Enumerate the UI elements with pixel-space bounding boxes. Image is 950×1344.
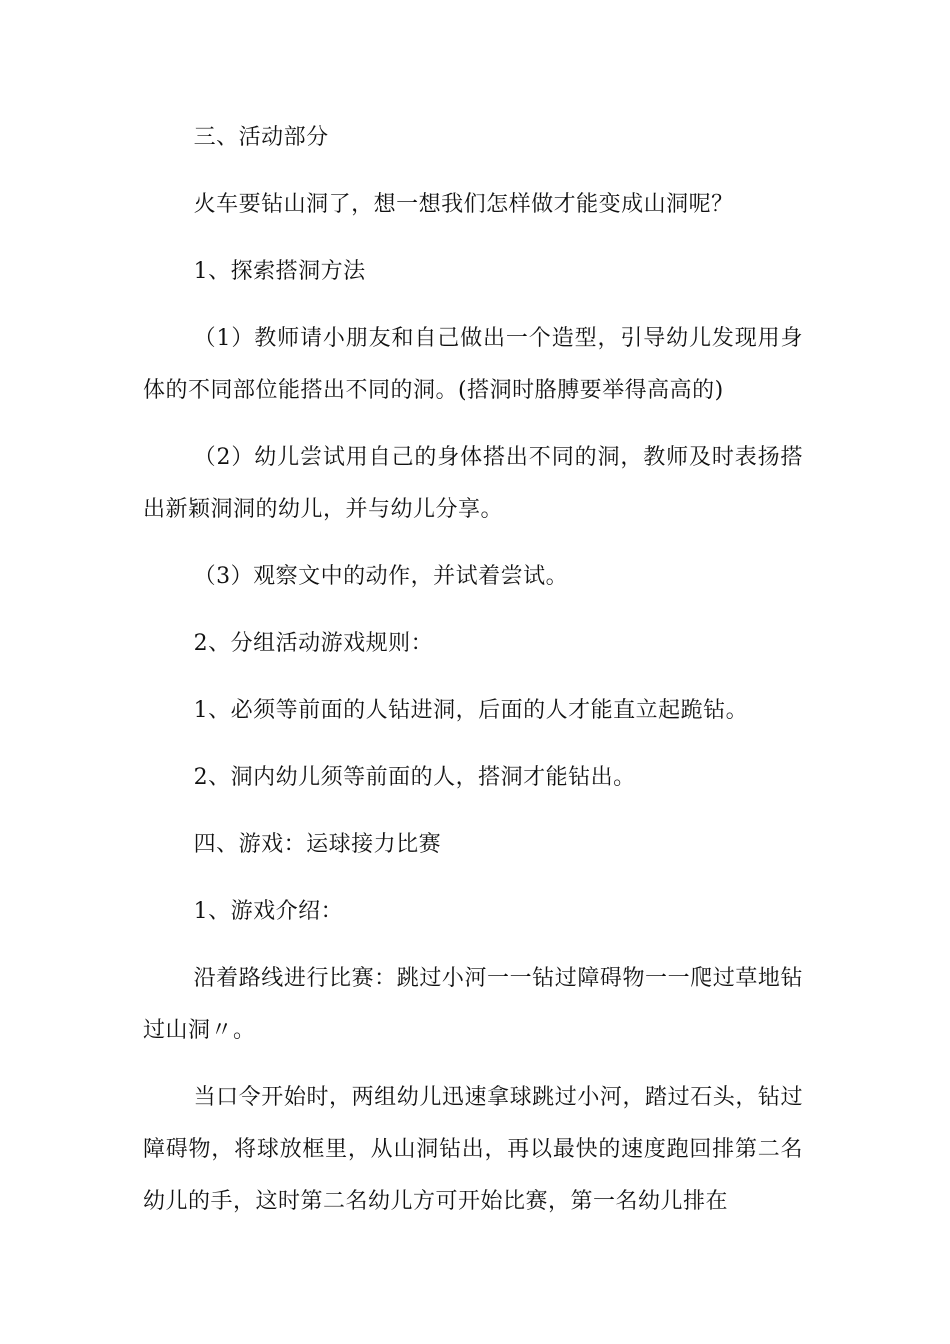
document-body xyxy=(143,112,803,1243)
paragraph-step-1: （1）教师请小朋友和自己做出一个造型，引导幼儿发现用身体的不同部位能搭出不同的洞。(搭洞时胳膊要举得高高的) xyxy=(143,326,803,403)
paragraph-step-3: （3）观察文中的动作，并试着尝试。 xyxy=(193,564,569,589)
paragraph-step-2: （2）幼儿尝试用自己的身体搭出不同的洞，教师及时表扬搭出新颖洞洞的幼儿，并与幼儿分享。 xyxy=(143,445,803,522)
section-heading-activity: 三、活动部分 xyxy=(193,125,329,150)
subheading-game-intro: 1、游戏介绍： xyxy=(193,899,344,924)
paragraph-route: 沿着路线进行比赛：跳过小河一一钻过障碍物一一爬过草地钻过山洞〃。 xyxy=(143,966,803,1043)
paragraph-rule-1: 1、必须等前面的人钻进洞，后面的人才能直立起跪钻。 xyxy=(193,698,749,723)
paragraph-procedure: 当口令开始时，两组幼儿迅速拿球跳过小河，踏过石头，钻过障碍物，将球放框里，从山洞钻出，再以最快的速度跑回排第二名幼儿的手，这时第二名幼儿方可开始比赛，第一名幼儿排在 xyxy=(143,1085,803,1214)
subheading-rules: 2、分组活动游戏规则： xyxy=(193,631,434,656)
paragraph-rule-2: 2、洞内幼儿须等前面的人，搭洞才能钻出。 xyxy=(193,765,636,790)
subheading-explore: 1、探索搭洞方法 xyxy=(193,259,366,284)
paragraph-intro: 火车要钻山洞了，想一想我们怎样做才能变成山洞呢？ xyxy=(193,192,734,217)
section-heading-game: 四、游戏：运球接力比赛 xyxy=(193,832,442,857)
